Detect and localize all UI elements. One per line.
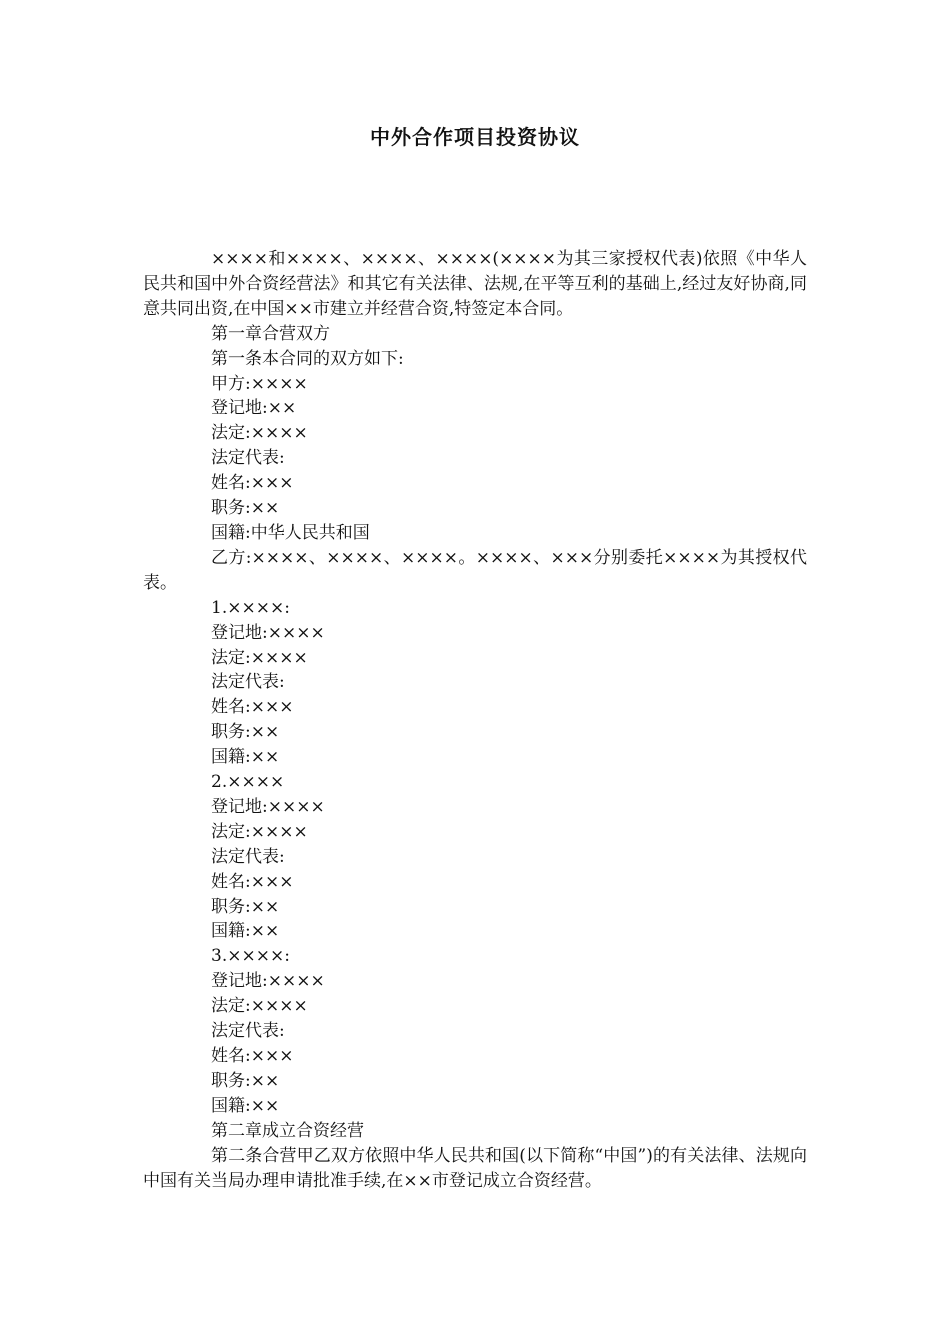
party-detail-line: 法定:×××× <box>211 996 308 1017</box>
party-detail-line: 法定代表: <box>211 1021 285 1042</box>
party-detail-line: 法定代表: <box>211 846 285 867</box>
party-detail-line: 国籍:中华人民共和国 <box>211 522 370 543</box>
party-a-line: 甲方:×××× <box>211 373 308 394</box>
party-detail-line: 法定:×××× <box>211 821 308 842</box>
party-detail-line: 国籍:×× <box>211 747 280 768</box>
party-b-line: 乙方:××××、××××、××××。××××、×××分别委托××××为其授权代表。 <box>143 547 807 593</box>
party-detail-line: 姓名:××× <box>211 871 294 892</box>
party-detail-line: 法定:×××× <box>211 647 308 668</box>
party-detail-line: 法定代表: <box>211 448 285 469</box>
sub-party-heading: 3.××××: <box>211 946 290 967</box>
party-detail-line: 国籍:×× <box>211 921 280 942</box>
party-detail-line: 法定代表: <box>211 672 285 693</box>
party-detail-line: 姓名:××× <box>211 1046 294 1066</box>
party-detail-line: 职务:×× <box>211 896 280 917</box>
party-detail-line: 登记地:×××× <box>211 971 325 992</box>
party-detail-line: 姓名:××× <box>211 697 294 718</box>
document-title: 中外合作项目投资协议 <box>370 125 580 149</box>
article-text: 第一条本合同的双方如下: <box>211 348 404 369</box>
chapter-heading: 第二章成立合资经营 <box>211 1120 364 1141</box>
article-text: 第二条合营甲乙双方依照中华人民共和国(以下简称“中国”)的有关法律、法规向中国有关当局办理申请批准手续,在××市登记成立合资经营。 <box>143 1145 807 1191</box>
party-detail-line: 职务:×× <box>211 498 280 519</box>
sub-party-heading: 1.××××: <box>211 597 290 618</box>
party-detail-line: 登记地:×× <box>211 398 297 419</box>
sub-party-heading: 2.×××× <box>211 772 285 793</box>
chapter-heading: 第一章合营双方 <box>211 323 330 344</box>
party-detail-line: 法定:×××× <box>211 423 308 444</box>
party-detail-line: 登记地:×××× <box>211 796 325 817</box>
party-detail-line: 国籍:×× <box>211 1095 280 1116</box>
party-detail-line: 职务:×× <box>211 1070 280 1091</box>
document-body <box>143 247 807 1193</box>
party-detail-line: 登记地:×××× <box>211 622 325 643</box>
paragraph-preamble: ××××和××××、××××、××××(××××为其三家授权代表)依照《中华人民共和国中外合资经营法》和其它有关法律、法规,在平等互利的基础上,经过友好协商,同意共同出资,在中国××市建立并经营合资,特签定本合同。 <box>143 249 807 319</box>
party-detail-line: 职务:×× <box>211 722 280 743</box>
party-detail-line: 姓名:××× <box>211 473 294 494</box>
